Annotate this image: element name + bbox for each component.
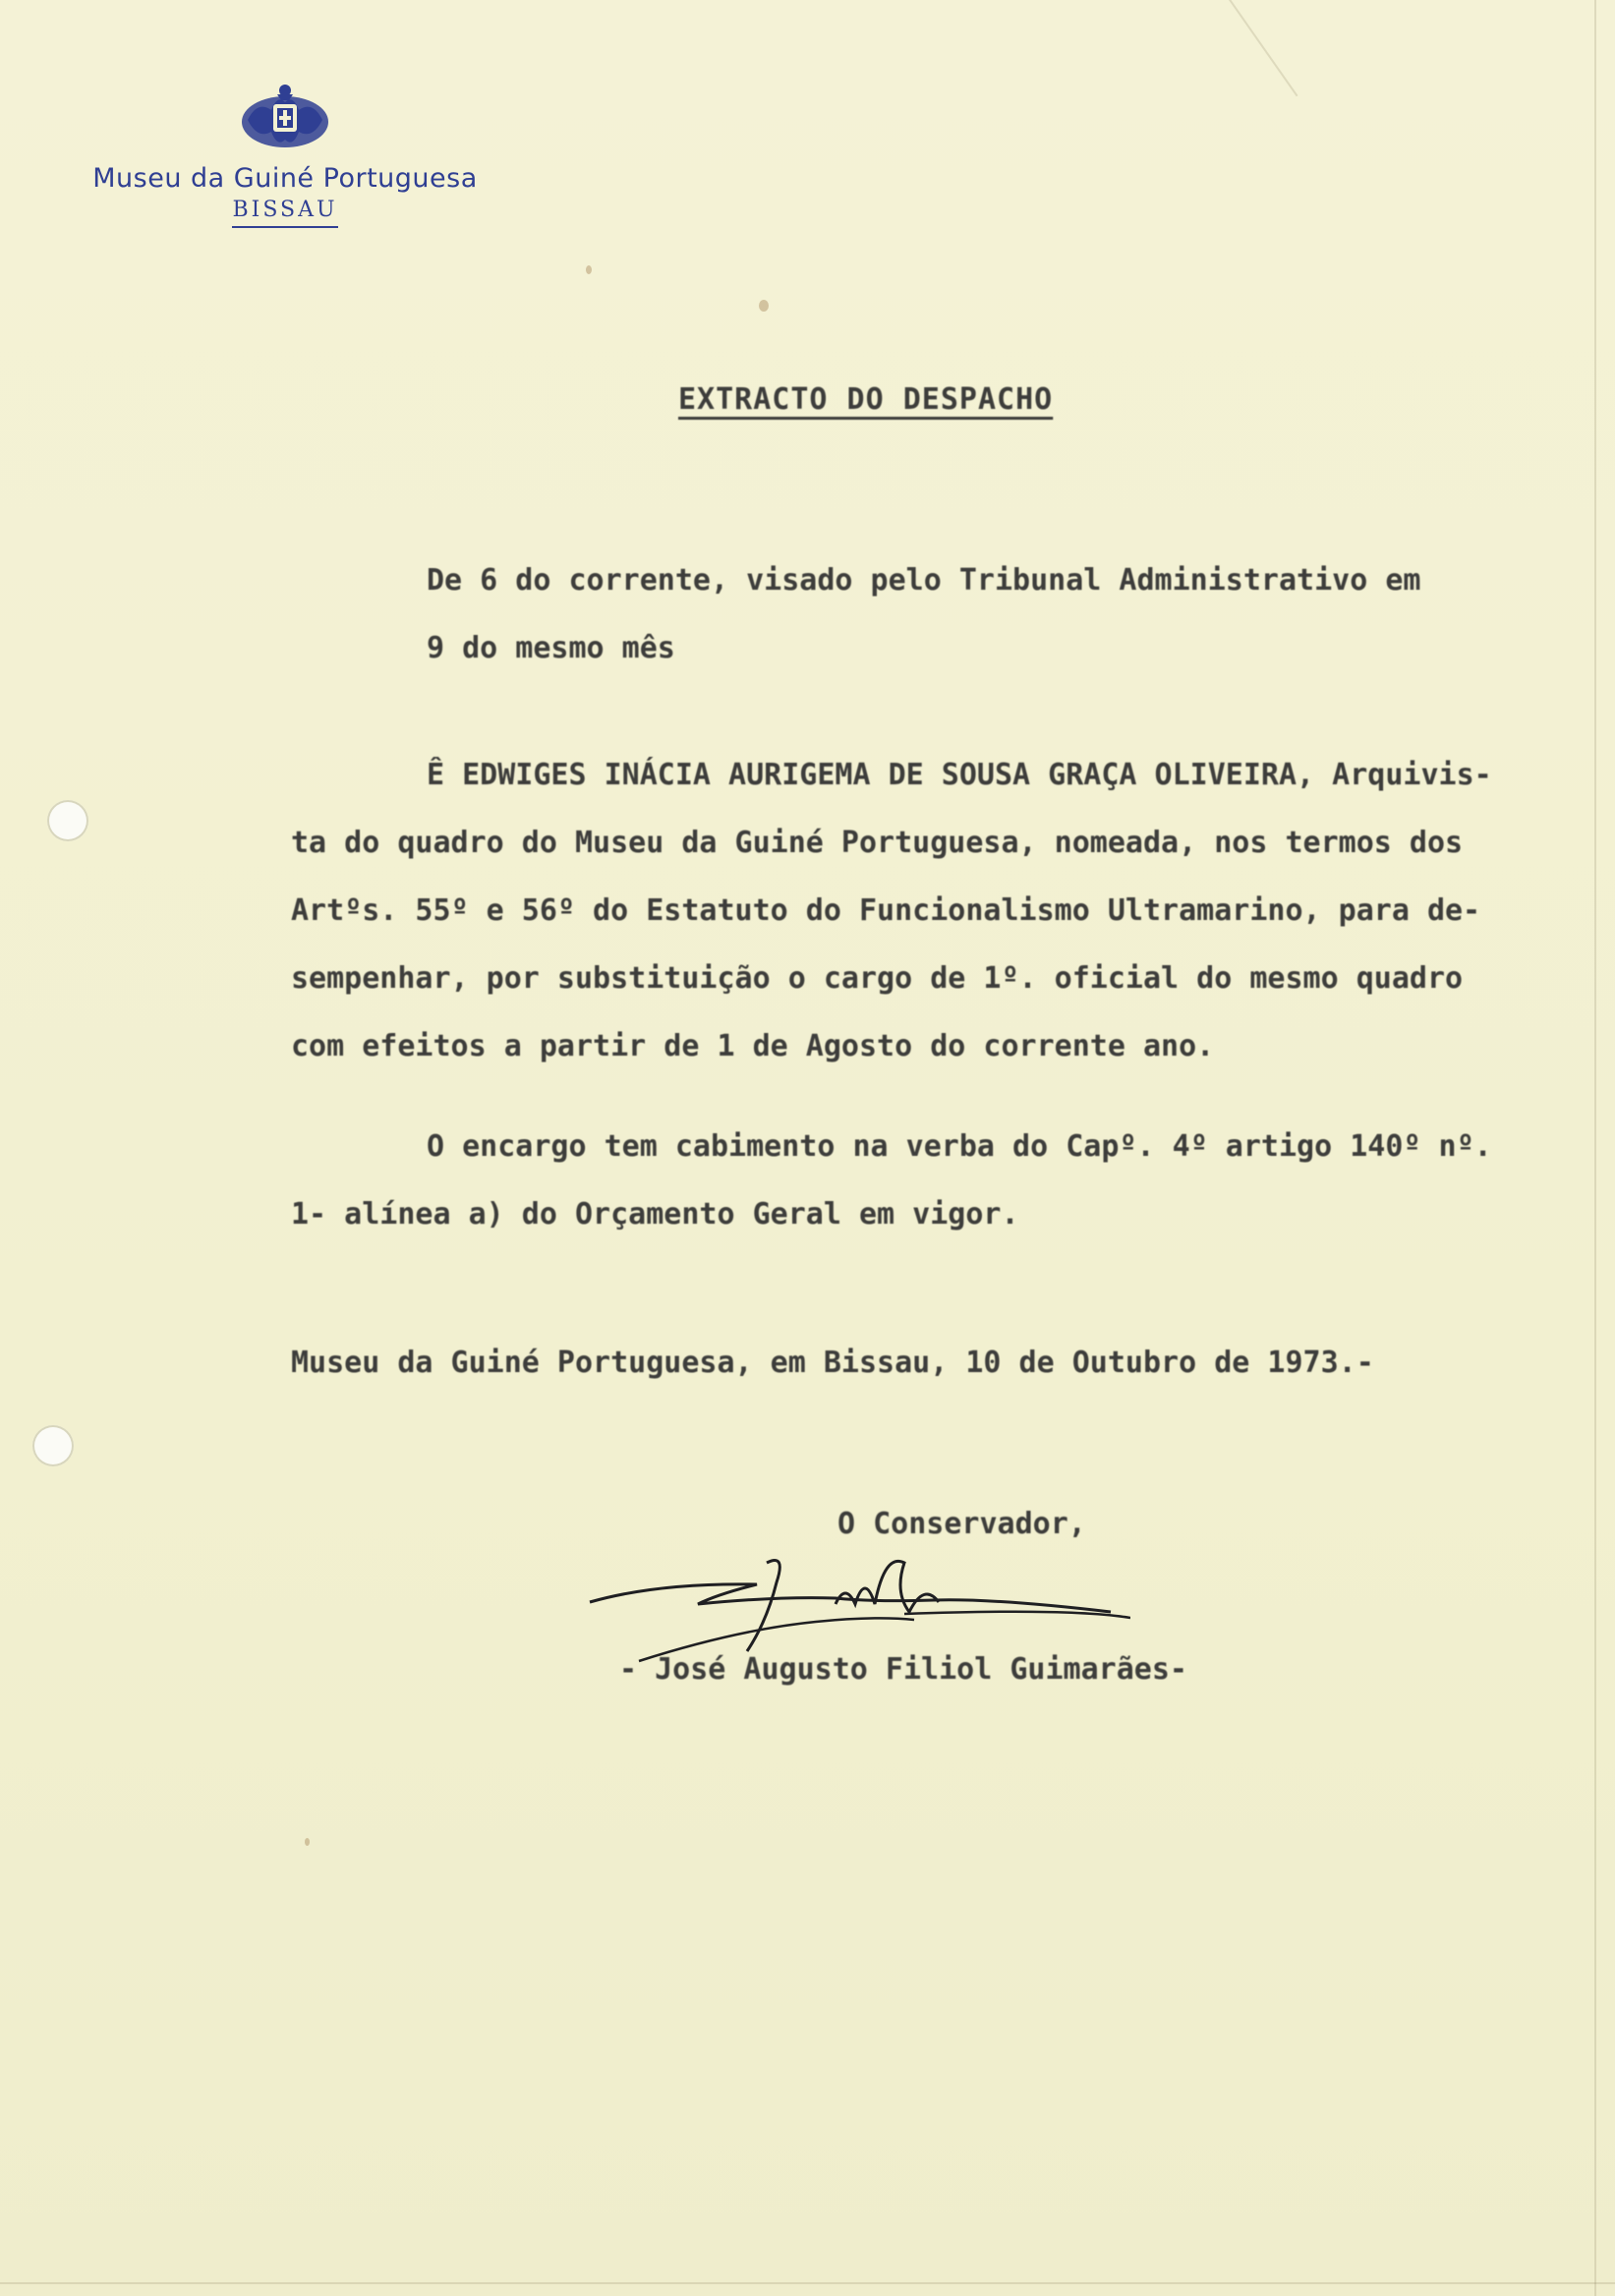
place-and-date: Museu da Guiné Portuguesa, em Bissau, 10 de Outubro de 1973.- (291, 1346, 1374, 1380)
text-line: Artºs. 55º e 56º do Estatuto do Funcionalismo Ultramarino, para de- (291, 893, 1481, 928)
crest-icon (238, 81, 332, 157)
text-line: O encargo tem cabimento na verba do Capº. 4º artigo 140º nº. (427, 1129, 1492, 1164)
paragraph-dispatch-date (427, 546, 1577, 682)
text-line: De 6 do corrente, visado pelo Tribunal Administrativo em (427, 563, 1421, 598)
paragraph-budget (291, 1113, 1598, 1248)
institution-city: BISSAU (232, 198, 337, 228)
signatory-role: O Conservador, (837, 1507, 1086, 1541)
signatory-name: - José Augusto Filiol Guimarães- (619, 1652, 1187, 1687)
paper-stain (305, 1838, 310, 1846)
text-line: ta do quadro do Museu da Guiné Portuguesa, nomeada, nos termos dos (291, 826, 1464, 860)
text-line: Ê EDWIGES INÁCIA AURIGEMA DE SOUSA GRAÇA OLIVEIRA, Arquivis- (427, 758, 1492, 792)
punch-hole-bottom (32, 1425, 74, 1466)
text-line: 1- alínea a) do Orçamento Geral em vigor. (291, 1197, 1019, 1232)
document-title: EXTRACTO DO DESPACHO (678, 382, 1054, 417)
letterhead (69, 81, 501, 228)
paper-stain (586, 265, 592, 274)
paragraph-appointment (291, 741, 1598, 1080)
paper-edge-bottom (0, 2282, 1615, 2284)
punch-hole-top (47, 800, 88, 841)
text-line: sempenhar, por substituição o cargo de 1º. oficial do mesmo quadro (291, 961, 1464, 996)
text-line: com efeitos a partir de 1 de Agosto do corrente ano. (291, 1029, 1215, 1063)
text-line: 9 do mesmo mês (427, 631, 675, 665)
paper-stain (759, 300, 769, 312)
institution-name: Museu da Guiné Portuguesa (92, 163, 478, 194)
paper-fold-top (1229, 0, 1298, 96)
